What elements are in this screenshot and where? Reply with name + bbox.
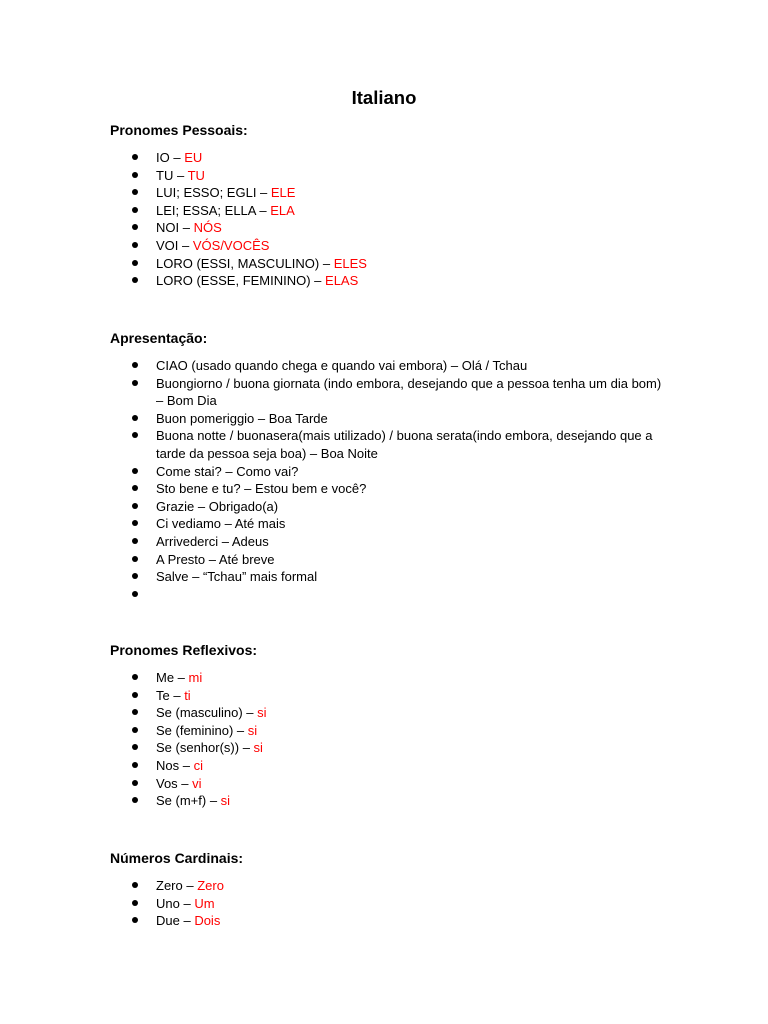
list-item <box>110 480 670 498</box>
list-item <box>110 357 670 375</box>
list-item <box>110 515 670 533</box>
translation-text: si <box>247 722 258 738</box>
translation-text: mi <box>188 670 203 685</box>
translation-text: TU <box>187 167 205 183</box>
section-pronomes-pessoais <box>110 120 670 290</box>
list-item <box>110 375 670 410</box>
list-item <box>110 427 670 462</box>
translation-text: si <box>220 793 231 809</box>
translation-text: ci <box>193 757 203 773</box>
list-item <box>110 775 670 793</box>
italian-text: TU – <box>156 167 188 183</box>
list-item <box>110 757 670 775</box>
section-heading: Pronomes Pessoais: <box>110 122 248 138</box>
italian-text: Buon pomeriggio – Boa Tarde <box>156 410 328 426</box>
list-item <box>110 237 670 255</box>
list-item <box>110 272 670 290</box>
italian-text: Salve – “Tchau” mais formal <box>156 569 318 585</box>
translation-text: Dois <box>194 913 221 929</box>
italian-text: Se (senhor(s)) – <box>156 740 254 756</box>
italian-text: Se (feminino) – <box>156 722 248 738</box>
translation-text: si <box>253 740 263 756</box>
italian-text: Arrivederci – Adeus <box>156 533 269 549</box>
bullet-list <box>110 877 670 930</box>
list-item <box>110 184 670 202</box>
italian-text: CIAO (usado quando chega e quando vai embora) – Olá / Tchau <box>156 358 528 373</box>
italian-text: Se (masculino) – <box>156 705 258 721</box>
italian-text: Due – <box>156 913 195 929</box>
bullet-list <box>110 149 670 290</box>
italian-text: NOI – <box>156 220 194 236</box>
translation-text: vi <box>192 775 202 791</box>
list-item <box>110 912 670 930</box>
list-item <box>110 410 670 428</box>
list-item <box>110 792 670 810</box>
italian-text: Come stai? – Como vai? <box>156 463 299 479</box>
list-item <box>110 687 670 705</box>
translation-text: EU <box>184 150 203 165</box>
translation-text: ELAS <box>325 273 359 289</box>
italian-text: Vos – <box>156 775 193 791</box>
translation-text: ELE <box>270 185 296 201</box>
italian-text: A Presto – Até breve <box>156 551 275 567</box>
translation-text: ELES <box>333 255 367 271</box>
translation-text: VÓS/VOCÊS <box>192 237 270 253</box>
translation-text: Um <box>194 895 215 911</box>
section-heading: Pronomes Reflexivos: <box>110 642 258 658</box>
list-item <box>110 739 670 757</box>
list-item <box>110 568 670 586</box>
italian-text: LORO (ESSE, FEMININO) – <box>156 273 326 289</box>
list-item <box>110 669 670 687</box>
section-pronomes-reflexivos <box>110 640 670 810</box>
italian-text: VOI – <box>156 237 193 253</box>
list-item <box>110 722 670 740</box>
italian-text: Te – <box>156 687 185 703</box>
list-item <box>110 551 670 569</box>
document-title: Italiano <box>351 87 417 108</box>
translation-text: si <box>257 705 267 721</box>
list-item <box>110 498 670 516</box>
translation-text: NÓS <box>193 220 222 236</box>
list-item <box>110 167 670 185</box>
list-item <box>110 704 670 722</box>
bullet-list <box>110 357 670 586</box>
italian-text: Zero – <box>156 878 198 893</box>
list-item <box>110 219 670 237</box>
list-item <box>110 255 670 273</box>
translation-text: ti <box>184 687 191 703</box>
italian-text: LUI; ESSO; EGLI – <box>156 185 271 201</box>
italian-text: LEI; ESSA; ELLA – <box>156 202 271 218</box>
italian-text: Uno – <box>156 895 195 911</box>
italian-text: Ci vediamo – Até mais <box>156 516 286 532</box>
italian-text: Se (m+f) – <box>156 793 221 809</box>
italian-text: IO – <box>156 150 185 165</box>
italian-text: LORO (ESSI, MASCULINO) – <box>156 255 334 271</box>
translation-text: ELA <box>270 202 295 218</box>
section-apresentacao <box>110 328 670 586</box>
list-item <box>110 895 670 913</box>
italian-text: Nos – <box>156 757 194 773</box>
section-numeros-cardinais <box>110 848 670 930</box>
italian-text: Buongiorno / buona giornata (indo embora, desejando que a pessoa tenha um dia bom) – Bom Dia <box>156 375 662 409</box>
italian-text: Buona notte / buonasera(mais utilizado) / buona serata(indo embora, desejando que a tarde da pessoa seja boa) – Boa Noite <box>156 428 653 461</box>
list-item <box>110 202 670 220</box>
section-heading: Apresentação: <box>110 330 208 346</box>
section-heading: Números Cardinais: <box>110 850 244 866</box>
list-item <box>110 149 670 167</box>
italian-text: Sto bene e tu? – Estou bem e você? <box>156 481 367 497</box>
list-item <box>110 877 670 895</box>
list-item <box>110 463 670 481</box>
list-item <box>110 533 670 551</box>
bullet-list <box>110 669 670 810</box>
translation-text: Zero <box>197 878 224 893</box>
italian-text: Grazie – Obrigado(a) <box>156 498 279 514</box>
italian-text: Me – <box>156 670 189 685</box>
